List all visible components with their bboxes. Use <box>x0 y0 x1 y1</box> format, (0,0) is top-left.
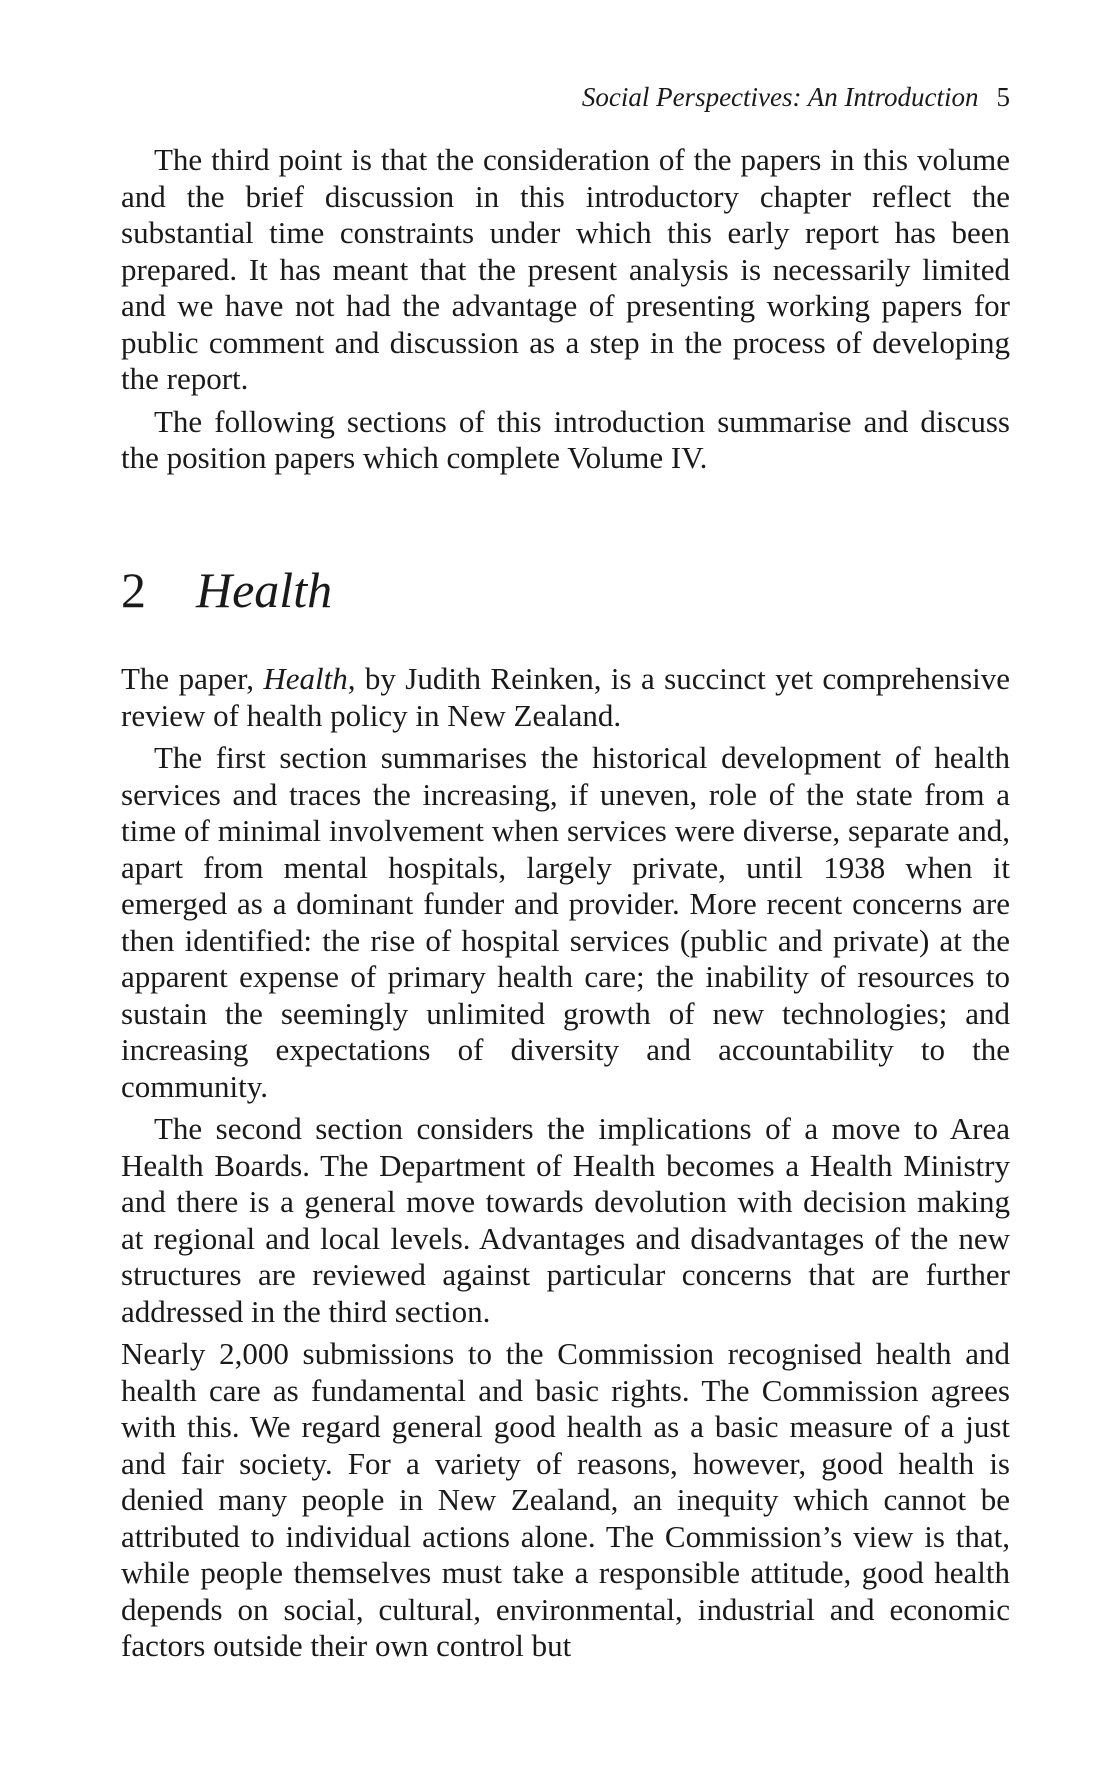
paragraph: Nearly 2,000 submissions to the Commission recognised health and health care as fundamental and basic rights. The Commission agrees with this. We regard general good health as a basic measure of a just and fair society. For a variety of reasons, however, good health is denied many people in New Zealand, an inequity which cannot be attributed to individual actions alone. The Commission’s view is that, while people themselves must take a responsible attitude, good health depends on social, cultural, environmental, industrial and economic factors outside their own control but <box>121 1336 1010 1663</box>
body-text-block-1 <box>121 142 1010 483</box>
paper-title-italic: Health, <box>263 661 356 696</box>
section-heading <box>121 560 332 620</box>
section-number: 2 <box>121 562 146 618</box>
paragraph: The following sections of this introduction summarise and discuss the position papers which complete Volume IV. <box>121 403 1010 475</box>
running-head <box>582 80 1010 114</box>
body-text-block-2 <box>121 661 1010 1671</box>
intro-paragraph <box>121 661 1010 734</box>
running-head-title: Social Perspectives: An Introduction <box>581 82 979 112</box>
page-number: 5 <box>996 82 1010 112</box>
paragraph: The first section summarises the historical development of health services and traces the increasing, if uneven, role of the state from a time of minimal involvement when services were diverse, separate and, apart from mental hospitals, largely private, until 1938 when it emerged as a dominant funder and provider. More recent concerns are then identified: the rise of hospital services (public and private) at the apparent expense of primary health care; the inability of resources to sustain the seemingly unlimited growth of new technologies; and increasing expectations of diversity and accountability to the community. <box>121 740 1010 1104</box>
paragraph: The second section considers the implications of a move to Area Health Boards. The Department of Health becomes a Health Ministry and there is a general move towards devolution with decision making at regional and local levels. Advantages and disadvantages of the new structures are reviewed against particular concerns that are further addressed in the third section. <box>121 1111 1010 1329</box>
paragraph: The third point is that the consideration of the papers in this volume and the brief discussion in this introductory chapter reflect the substantial time constraints under which this early report has been prepared. It has meant that the present analysis is necessarily limited and we have not had the advantage of presenting working papers for public comment and discussion as a step in the process of developing the report. <box>121 142 1010 396</box>
section-title: Health <box>196 562 333 618</box>
intro-text-before: The paper, <box>121 661 264 696</box>
intro-text-after: by Judith Reinken, is a succinct yet comprehensive review of health policy in New Zealand. <box>121 661 1011 733</box>
